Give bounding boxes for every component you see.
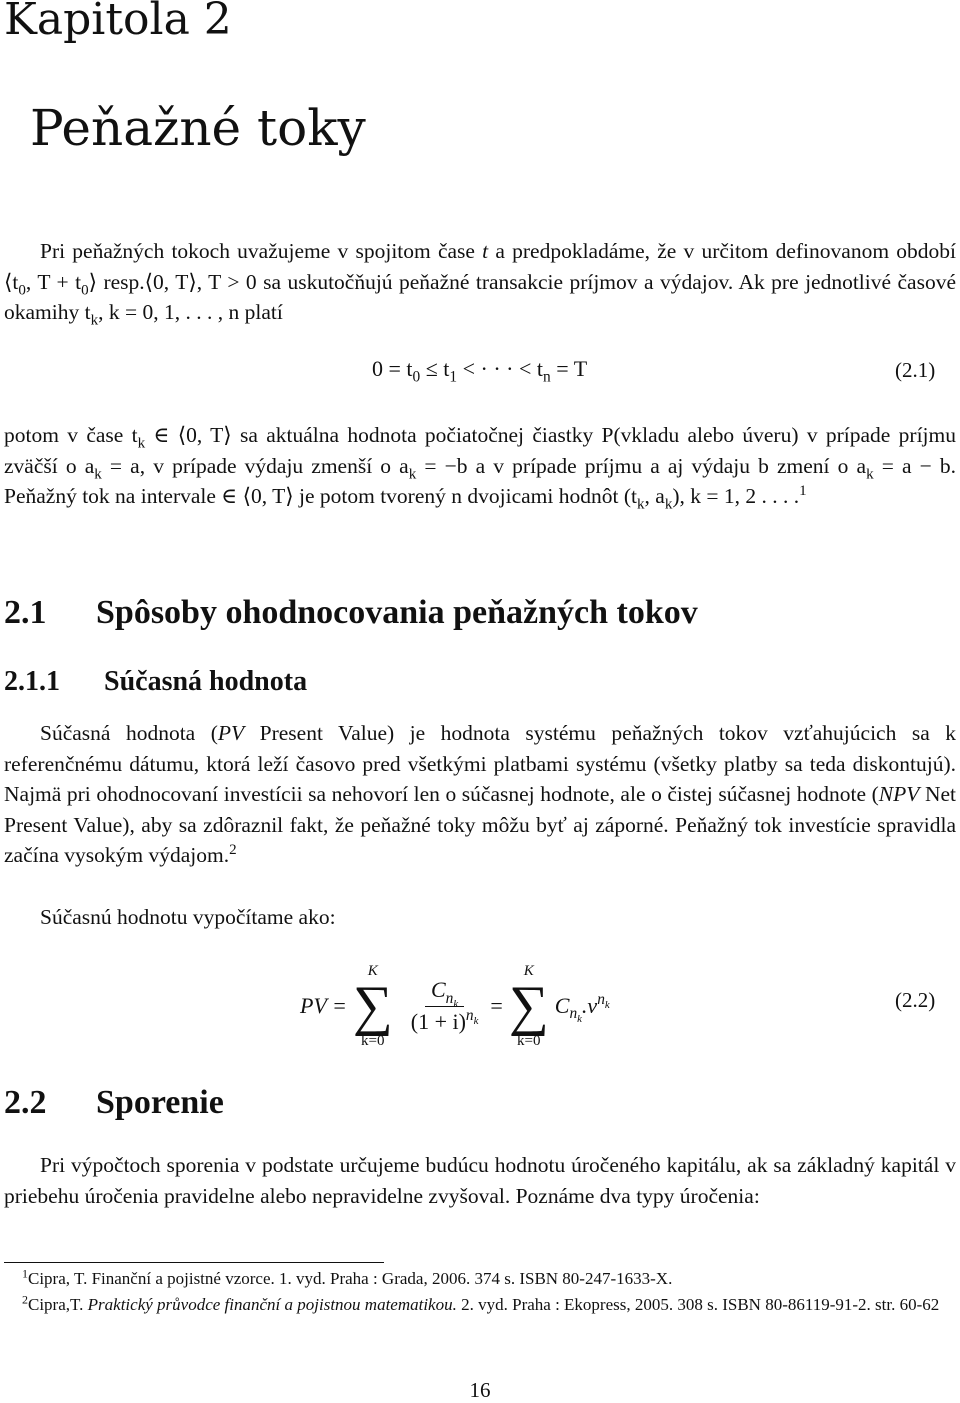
footnote-rule	[4, 1262, 384, 1263]
p3-a: Súčasná hodnota (	[40, 721, 218, 745]
section-2-1-1-title: Súčasná hodnota	[104, 666, 308, 697]
p3-c: Net Present Value), aby sa zdôraznil fakt, že peňažné toky môžu byť aj záporné. Peňažný tok investície spravidla začína vysokým výdajom.	[4, 782, 956, 867]
footnote-2-title: Praktický průvodce finanční a pojistnou matematikou.	[87, 1295, 457, 1314]
eq1-sub-1: 1	[449, 368, 458, 386]
p2-d: = −b a v prípade príjmu a aj výdaju b zmení o a	[416, 453, 867, 478]
p3-pv: PV	[217, 721, 245, 745]
p2-f: , a	[644, 484, 665, 508]
intro-text-4: ⟩ resp.⟨0, T⟩, T > 0 sa uskutočňujú peňažné transakcie príjmov a výdajov. Ak pre jednotlivé časové okamihy t	[4, 269, 956, 324]
p3-b: Present Value) je hodnota systému peňažných tokov vzťahujúcich sa k referenčnému dátumu, ktorá leží časovo pred všetkými platbami systému (všetky platby sa teda diskontujú). Najmä pri ohodnocovaní investícii sa nehovorí len o súčasnej hodnote, ale o čistej súčasnej hodnote (	[4, 721, 956, 806]
paragraph-compute: Súčasnú hodnotu vypočítame ako:	[40, 905, 336, 929]
intro-text-3: , T + t	[25, 269, 82, 294]
chapter-title: Peňažné toky	[30, 99, 366, 157]
p2-c: = a, v prípade výdaju zmenší o a	[101, 453, 409, 478]
p2-b: ∈ ⟨0, T⟩ sa aktuálna hodnota počiatočnej čiastky P(vkladu alebo úveru) v prípade príjmu zväčší o a	[4, 423, 956, 478]
p2-sub-k1: k	[137, 435, 146, 452]
intro-text-5: , k = 0, 1, . . . , n platí	[98, 300, 283, 324]
equation-number-2-2: (2.2)	[895, 988, 936, 1012]
footnote-ref-1[interactable]: 1	[799, 482, 807, 499]
eq2-sum2-sigma: ∑	[508, 975, 549, 1037]
eq2-denominator	[405, 1007, 485, 1035]
section-2-1-1-number: 2.1.1	[4, 666, 60, 697]
intro-paragraph	[4, 236, 956, 328]
eq1-part2: ≤ t	[420, 356, 450, 381]
intro-text-2: a predpokladáme, že v určitom definovanom období ⟨t	[4, 239, 956, 294]
eq2-sum-1	[353, 962, 393, 1050]
paragraph-cash-flow	[4, 420, 956, 512]
p2-sub-k5: k	[636, 496, 645, 513]
equation-2-2	[300, 962, 610, 1050]
p2-e: = a − b. Peňažný tok na intervale ∈ ⟨0, T⟩ je potom tvorený n dvojicami hodnôt (t	[4, 453, 957, 508]
eq2-sum1-sigma: ∑	[352, 975, 393, 1037]
eq2-term-sup-k: k	[604, 999, 610, 1012]
p2-sub-k6: k	[664, 496, 673, 513]
eq2-sum1-lower: k=0	[361, 1033, 385, 1049]
eq1-sub-0: 0	[412, 368, 421, 386]
eq1-part4: = T	[550, 356, 588, 381]
footnote-2-mark: 2	[22, 1292, 28, 1307]
paragraph-savings: Pri výpočtoch sporenia v podstate určujeme budúcu hodnotu úročeného kapitálu, ak sa základný kapitál v priebehu úročenia pravidelne alebo nepravidelne zvyšoval. Poznáme dva typy úročenia:	[4, 1153, 956, 1208]
footnote-2-post: 2. vyd. Praha : Ekopress, 2005. 308 s. ISBN 80-86119-91-2. str. 60-62	[456, 1295, 940, 1314]
section-2-1-1-heading	[4, 666, 307, 698]
equation-number-2-1: (2.1)	[895, 358, 936, 382]
paragraph-present-value	[4, 718, 956, 871]
eq1-sub-n: n	[543, 368, 551, 386]
eq2-sum1-upper: K	[367, 963, 378, 979]
eq2-numerator	[425, 977, 464, 1010]
section-2-2-number: 2.2	[4, 1084, 47, 1121]
eq2-term-k: k	[577, 1013, 582, 1026]
eq1-part3: < · · · < t	[457, 356, 544, 381]
footnote-2-pre: Cipra,T.	[28, 1295, 88, 1314]
p2-sub-k3: k	[408, 465, 417, 482]
section-2-1-title: Spôsoby ohodnocovania peňažných tokov	[96, 594, 698, 631]
eq2-sum2-upper: K	[523, 963, 534, 979]
intro-var-t: t	[482, 239, 489, 263]
footnote-ref-2[interactable]: 2	[229, 841, 237, 858]
page-number: 16	[469, 1378, 491, 1402]
intro-sub-k: k	[90, 312, 99, 329]
eq2-sum2-lower: k=0	[517, 1033, 541, 1049]
eq2-sum-2	[509, 962, 549, 1050]
eq2-denom-k: k	[473, 1015, 479, 1028]
p2-g: ), k = 1, 2 . . . .	[672, 484, 800, 508]
p2-sub-k2: k	[94, 465, 102, 482]
equation-2-1	[372, 356, 588, 386]
eq2-denom-base: (1 + i)	[410, 1008, 466, 1034]
eq2-term-v: .v	[581, 992, 598, 1018]
intro-text-1: Pri peňažných tokoch uvažujeme v spojitom čase	[40, 239, 483, 263]
footnote-1	[4, 1266, 956, 1292]
chapter-label: Kapitola 2	[4, 0, 232, 45]
eq2-term-sup-n: n	[597, 991, 605, 1009]
eq2-term-c: C	[554, 992, 570, 1018]
footnote-2	[4, 1292, 956, 1318]
p2-a: potom v čase t	[4, 423, 138, 447]
section-2-1-number: 2.1	[4, 594, 47, 631]
eq2-equals: =	[490, 993, 503, 1018]
intro-sub-0b: 0	[81, 281, 89, 298]
section-2-2-title: Sporenie	[96, 1084, 224, 1121]
intro-sub-0: 0	[18, 281, 26, 298]
p3-npv: NPV	[878, 782, 920, 806]
eq2-denom-n: n	[465, 1007, 474, 1025]
eq1-part1: 0 = t	[372, 356, 413, 381]
eq2-term-n: n	[569, 1005, 578, 1023]
eq2-numer-k: k	[453, 997, 459, 1010]
eq2-numer-c: C	[430, 977, 446, 1003]
eq2-numer-n: n	[445, 989, 454, 1007]
footnote-1-mark: 1	[22, 1266, 28, 1281]
eq2-lhs: PV =	[300, 993, 347, 1018]
section-2-1-heading	[4, 594, 698, 632]
eq2-term	[554, 991, 610, 1026]
p2-sub-k4: k	[866, 465, 874, 482]
footnote-1-text: Cipra, T. Finanční a pojistné vzorce. 1. vyd. Praha : Grada, 2006. 374 s. ISBN 80-247-1633-X.	[28, 1269, 673, 1288]
section-2-2-heading	[4, 1084, 224, 1122]
eq2-fraction	[405, 977, 485, 1034]
